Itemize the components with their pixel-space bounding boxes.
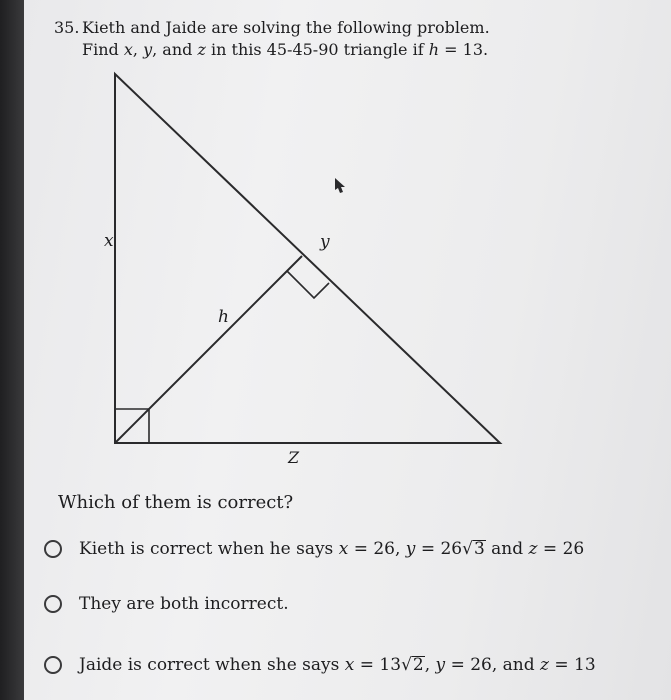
answer-option-both-incorrect[interactable] <box>44 594 289 614</box>
answer-option-kieth[interactable] <box>44 539 584 559</box>
right-angle-marker-foot <box>287 271 329 298</box>
option-label: Kieth is correct when he says x = 26, y = 26√3 and z = 26 <box>79 539 585 559</box>
option-label: Jaide is correct when she says x = 13√2, y = 26, and z = 13 <box>79 655 596 675</box>
label-h: h <box>218 307 229 327</box>
answer-option-jaide[interactable] <box>44 655 596 675</box>
photo-dark-edge <box>0 0 24 700</box>
radio-button[interactable] <box>44 595 62 613</box>
label-x: x <box>104 231 114 251</box>
label-z: Z <box>288 448 300 467</box>
label-y: y <box>320 232 330 252</box>
question-number: 35. <box>54 18 80 37</box>
question-line-1: Kieth and Jaide are solving the following problem. <box>82 18 490 37</box>
radio-button[interactable] <box>44 540 62 558</box>
radio-button[interactable] <box>44 656 62 674</box>
cursor-arrow-icon <box>335 178 345 193</box>
question-line-2: Find x, y, and z in this 45-45-90 triangle if h = 13. <box>82 40 489 59</box>
altitude-h-line <box>115 256 302 443</box>
option-label: They are both incorrect. <box>79 594 289 614</box>
outer-triangle <box>115 74 500 443</box>
worksheet-page <box>24 0 671 700</box>
triangle-figure <box>24 0 671 480</box>
prompt-text: Which of them is correct? <box>58 492 294 513</box>
